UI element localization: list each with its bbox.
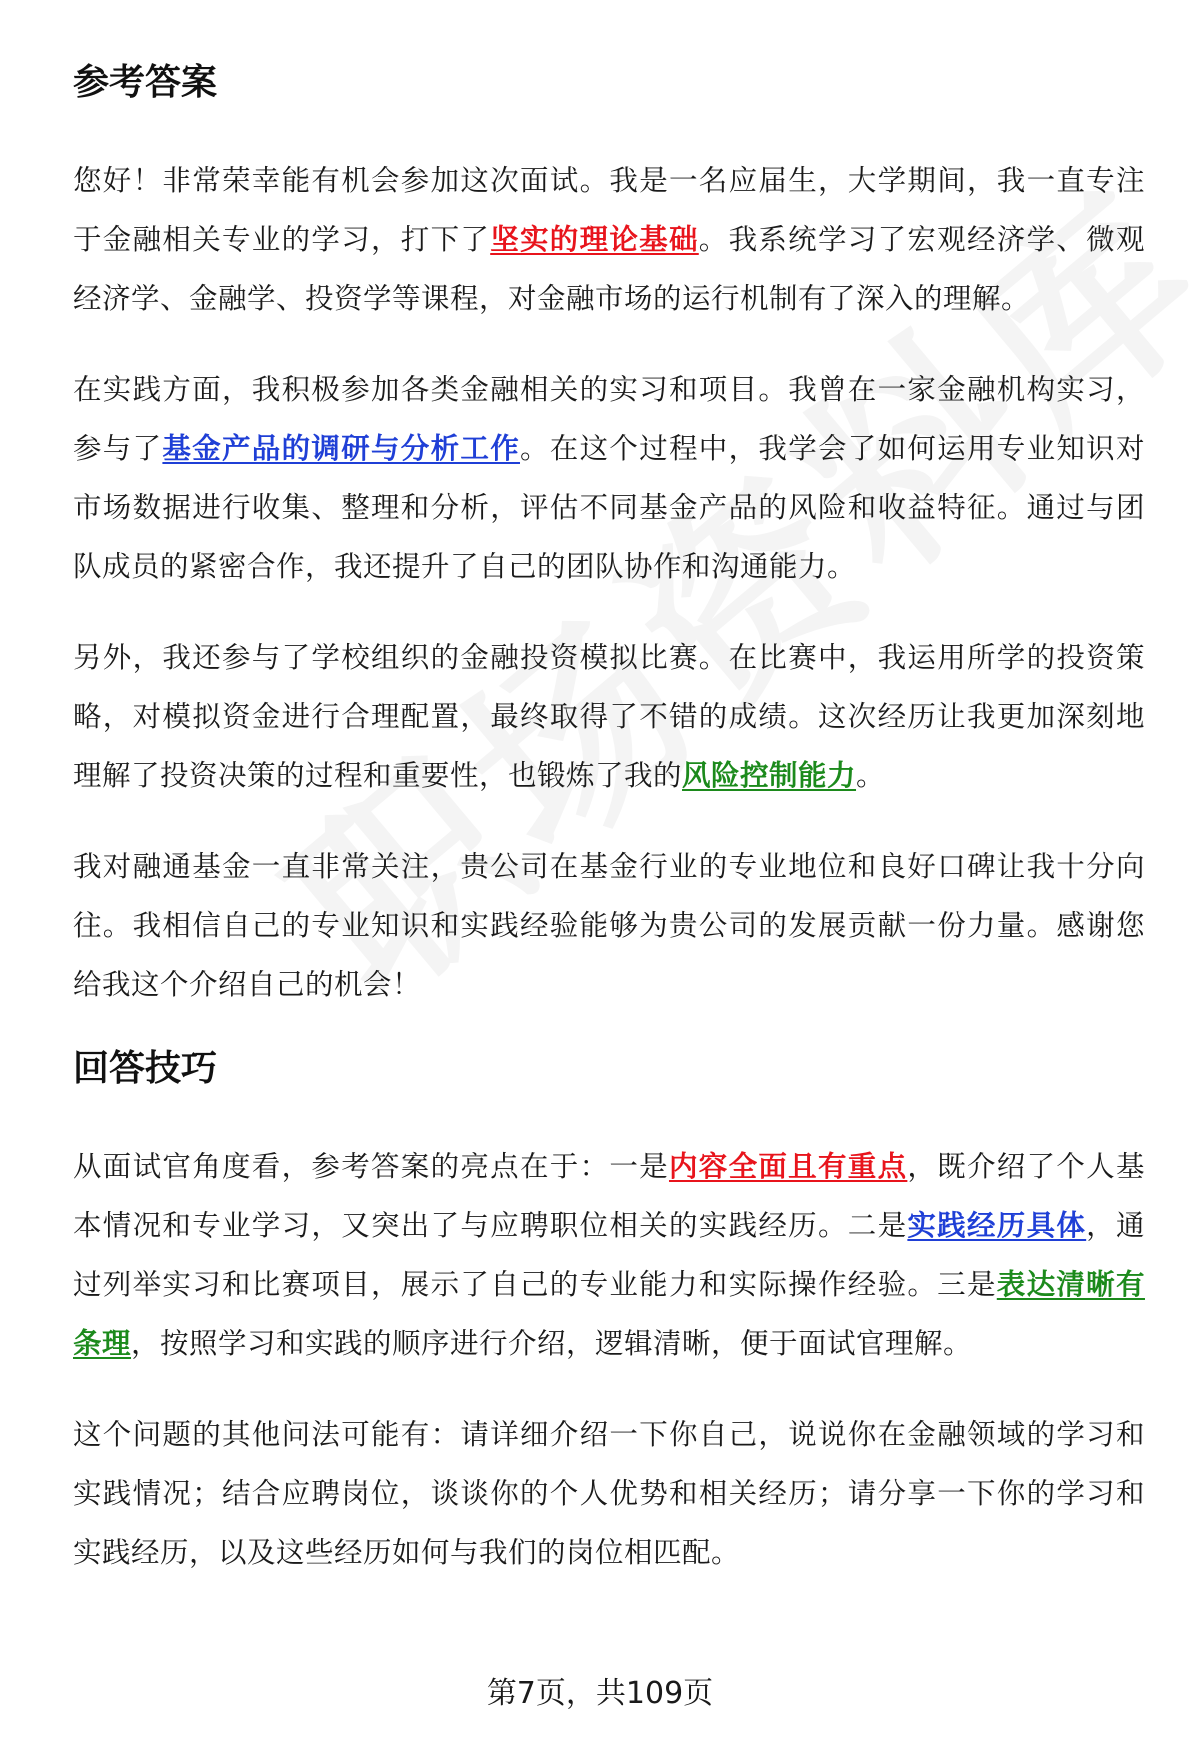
paragraph xyxy=(73,628,1145,805)
highlight-text: 实践经历具体 xyxy=(907,1208,1087,1242)
highlight-text: 基金产品的调研与分析工作 xyxy=(162,431,520,465)
paragraph xyxy=(73,837,1145,1014)
highlight-text: 内容全面且有重点 xyxy=(668,1149,908,1183)
paragraph xyxy=(73,360,1145,596)
body-text: ，既介绍了个人基本情况和专业学习，又突出了与应聘职位相关的实践经历。二是 xyxy=(73,1149,1145,1242)
body-text: ，通过列举实习和比赛项目，展示了自己的专业能力和实际操作经验。三是 xyxy=(73,1208,1145,1301)
body-text: 在实践方面，我积极参加各类金融相关的实习和项目。我曾在一家金融机构实习，参与了 xyxy=(73,372,1145,465)
page-number: 第7页，共109页 xyxy=(486,1676,714,1711)
body-text: ，按照学习和实践的顺序进行介绍，逻辑清晰，便于面试官理解。 xyxy=(131,1326,973,1360)
document-content xyxy=(73,60,1145,1614)
body-text: 从面试官角度看，参考答案的亮点在于：一是 xyxy=(73,1149,669,1183)
paragraph xyxy=(73,151,1145,328)
body-text: 另外，我还参与了学校组织的金融投资模拟比赛。在比赛中，我运用所学的投资策略，对模拟资金进行合理配置，最终取得了不错的成绩。这次经历让我更加深刻地理解了投资决策的过程和重要性，也锻炼了我的 xyxy=(73,640,1145,792)
body-text: 我对融通基金一直非常关注，贵公司在基金行业的专业地位和良好口碑让我十分向往。我相信自己的专业知识和实践经验能够为贵公司的发展贡献一份力量。感谢您给我这个介绍自己的机会！ xyxy=(73,849,1145,1001)
body-text: 。在这个过程中，我学会了如何运用专业知识对市场数据进行收集、整理和分析，评估不同基金产品的风险和收益特征。通过与团队成员的紧密合作，我还提升了自己的团队协作和沟通能力。 xyxy=(73,431,1145,583)
highlight-text: 表达清晰有条理 xyxy=(73,1267,1145,1360)
section-title-answer-tips: 回答技巧 xyxy=(73,1047,218,1089)
body-text: 。 xyxy=(856,758,886,792)
highlight-text: 风险控制能力 xyxy=(682,758,857,792)
body-text: 您好！非常荣幸能有机会参加这次面试。我是一名应届生，大学期间，我一直专注于金融相关专业的学习，打下了 xyxy=(73,163,1145,256)
highlight-text: 坚实的理论基础 xyxy=(490,222,699,256)
paragraph xyxy=(73,1405,1145,1582)
section-title-reference-answer: 参考答案 xyxy=(73,62,218,103)
paragraph xyxy=(73,1137,1145,1373)
body-text: 这个问题的其他问法可能有：请详细介绍一下你自己，说说你在金融领域的学习和实践情况；结合应聘岗位，谈谈你的个人优势和相关经历；请分享一下你的学习和实践经历，以及这些经历如何与我们的岗位相匹配。 xyxy=(73,1417,1145,1569)
body-text: 。我系统学习了宏观经济学、微观经济学、金融学、投资学等课程，对金融市场的运行机制有了深入的理解。 xyxy=(73,222,1145,315)
